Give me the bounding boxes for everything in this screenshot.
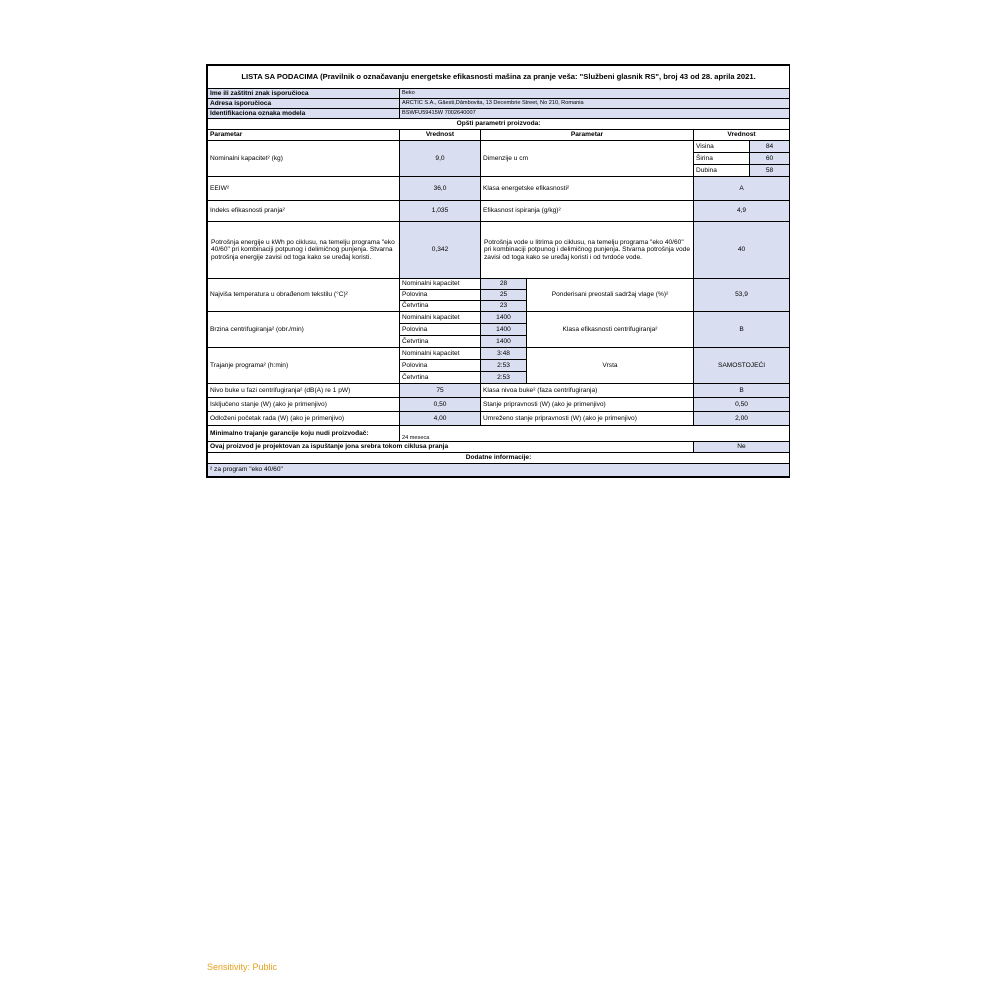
spin-full-value: 1400	[481, 312, 527, 324]
dur-full-value: 3:48	[481, 348, 527, 360]
dur-load-full-label: Nominalni kapacitet	[400, 348, 481, 360]
temp-load-full-label: Nominalni kapacitet	[400, 279, 481, 290]
standby-value: 0,50	[694, 398, 790, 412]
height-value: 84	[750, 141, 790, 153]
depth-label: Dubina	[694, 165, 750, 177]
max-temp-label: Najviša temperatura u obrađenom tekstilu (°C)²	[208, 279, 400, 312]
temp-load-half-label: Polovina	[400, 290, 481, 301]
general-parameters-header: Opšti parametri proizvoda:	[208, 119, 790, 130]
supplier-address-label: Adresa isporučioca	[208, 99, 400, 109]
rinsing-label: Efikasnost ispiranja (g/kg)²	[481, 201, 694, 222]
dur-load-quarter-label: Četvrtina	[400, 372, 481, 384]
dur-quarter-value: 2:53	[481, 372, 527, 384]
supplier-name-value: Beko	[400, 89, 790, 99]
off-mode-label: Isključeno stanje (W) (ako je primenjivo)	[208, 398, 400, 412]
energy-consumption-value: 0,342	[400, 222, 481, 279]
supplier-name-label: Ime ili zaštitni znak isporučioca	[208, 89, 400, 99]
col-header-param-right: Parametar	[481, 130, 694, 141]
energy-class-label: Klasa energetske efikasnosti²	[481, 177, 694, 201]
capacity-value: 9,0	[400, 141, 481, 177]
off-mode-value: 0,50	[400, 398, 481, 412]
spin-half-value: 1400	[481, 324, 527, 336]
spin-quarter-value: 1400	[481, 336, 527, 348]
moisture-value: 53,9	[694, 279, 790, 312]
delay-start-label: Odloženi početak rada (W) (ako je primenjivo)	[208, 412, 400, 426]
product-info-table	[207, 65, 790, 477]
water-consumption-label: Potrošnja vode u litrima po ciklusu, na temelju programa "eko 40/60" pri kombinaciji potpunog i delimičnog punjenja. Stvarna potrošnja vode zavisi od toga kako se uređaj koristi i od tvrdoće vode.	[481, 222, 694, 279]
spin-class-label: Klasa efikasnosti centrifugiranja²	[527, 312, 694, 348]
footnote: ² za program "eko 40/60"	[208, 464, 790, 477]
guarantee-label: Minimalno trajanje garancije koju nudi proizvođač:	[208, 426, 400, 442]
height-label: Visina	[694, 141, 750, 153]
guarantee-value: 24 meseca	[400, 426, 790, 442]
supplier-address-value: ARCTIC S.A., Găesti,Dâmbovita, 13 Decembrie Street, No 210, Romania	[400, 99, 790, 109]
capacity-label: Nominalni kapacitet² (kg)	[208, 141, 400, 177]
temp-full-value: 28	[481, 279, 527, 290]
silver-ions-label: Ovaj proizvod je projektovan za ispuštanje jona srebra tokom ciklusa pranja	[208, 442, 694, 453]
washing-index-label: Indeks efikasnosti pranja²	[208, 201, 400, 222]
model-id-label: Identifikaciona oznaka modela	[208, 109, 400, 119]
sheet-title: LISTA SA PODACIMA (Pravilnik o označavanju energetske efikasnosti mašina za pranje veša: "Službeni glasnik RS", broj 43 od 28. aprila 2021.	[208, 66, 790, 89]
temp-half-value: 25	[481, 290, 527, 301]
noise-value: 75	[400, 384, 481, 398]
spin-class-value: B	[694, 312, 790, 348]
noise-class-value: B	[694, 384, 790, 398]
noise-label: Nivo buke u fazi centrifugiranja² (dB(A) re 1 pW)	[208, 384, 400, 398]
dimensions-label: Dimenzije u cm	[481, 141, 694, 177]
width-value: 60	[750, 153, 790, 165]
silver-ions-value: Ne	[694, 442, 790, 453]
type-value: SAMOSTOJEĆI	[694, 348, 790, 384]
width-label: Širina	[694, 153, 750, 165]
noise-class-label: Klasa nivoa buke² (faza centrifugiranja)	[481, 384, 694, 398]
model-id-value: BSWFU59415W 7002640007	[400, 109, 790, 119]
network-standby-label: Umreženo stanje pripravnosti (W) (ako je primenjivo)	[481, 412, 694, 426]
spin-load-full-label: Nominalni kapacitet	[400, 312, 481, 324]
eeiw-label: EEIW²	[208, 177, 400, 201]
energy-consumption-label: Potrošnja energije u kWh po ciklusu, na temelju programa "eko 40/60" pri kombinaciji potpunog i delimičnog punjenja. Stvarna potrošnja energije zavisi od toga kako se uređaj koristi.	[208, 222, 400, 279]
standby-label: Stanje pripravnosti (W) (ako je primenjivo)	[481, 398, 694, 412]
rinsing-value: 4,9	[694, 201, 790, 222]
sensitivity-label: Sensitivity: Public	[207, 962, 278, 972]
spin-speed-label: Brzina centrifugiranja² (obr./min)	[208, 312, 400, 348]
col-header-value-left: Vrednost	[400, 130, 481, 141]
type-label: Vrsta	[527, 348, 694, 384]
temp-quarter-value: 23	[481, 301, 527, 312]
eeiw-value: 36,0	[400, 177, 481, 201]
duration-label: Trajanje programa² (h:min)	[208, 348, 400, 384]
dur-half-value: 2:53	[481, 360, 527, 372]
temp-load-quarter-label: Četvrtina	[400, 301, 481, 312]
col-header-param-left: Parametar	[208, 130, 400, 141]
additional-info-header: Dodatne informacije:	[208, 453, 790, 464]
depth-value: 58	[750, 165, 790, 177]
delay-start-value: 4,00	[400, 412, 481, 426]
energy-data-sheet	[206, 64, 790, 478]
washing-index-value: 1,035	[400, 201, 481, 222]
col-header-value-right: Vrednost	[694, 130, 790, 141]
spin-load-quarter-label: Četvrtina	[400, 336, 481, 348]
water-consumption-value: 40	[694, 222, 790, 279]
spin-load-half-label: Polovina	[400, 324, 481, 336]
energy-class-value: A	[694, 177, 790, 201]
network-standby-value: 2,00	[694, 412, 790, 426]
dur-load-half-label: Polovina	[400, 360, 481, 372]
moisture-label: Ponderisani preostali sadržaj vlage (%)²	[527, 279, 694, 312]
